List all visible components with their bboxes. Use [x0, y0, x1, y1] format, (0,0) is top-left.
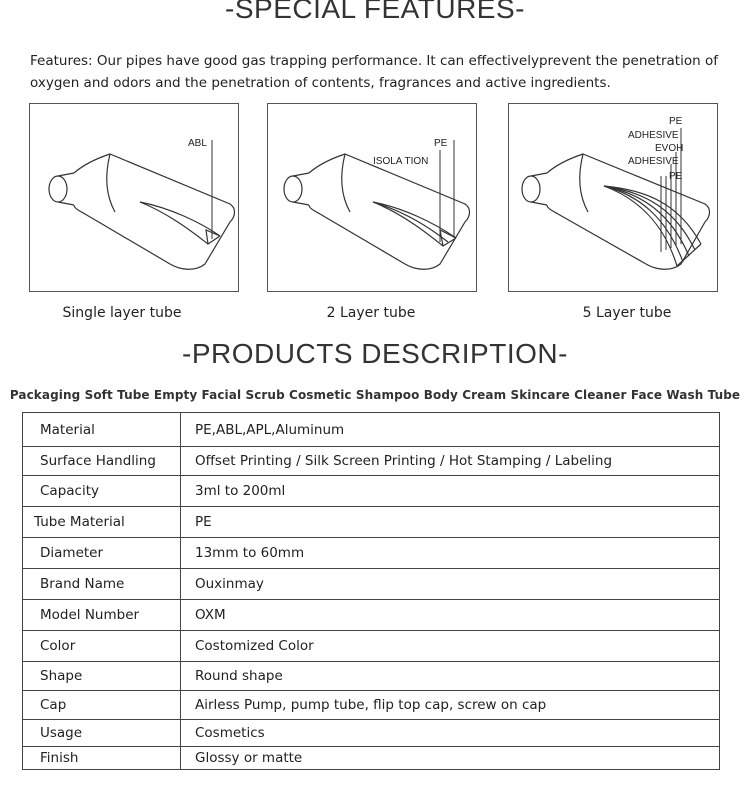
tube-illustration-single-layer	[29, 103, 239, 292]
spec-value: Ouxinmay	[181, 569, 720, 600]
spec-key: Cap	[23, 691, 181, 720]
spec-row	[23, 720, 720, 747]
layer-label: PE	[434, 138, 448, 149]
products-description-heading: -PRODUCTS DESCRIPTION-	[182, 338, 568, 369]
spec-key: Diameter	[23, 538, 181, 569]
spec-value: Offset Printing / Silk Screen Printing / Hot Stamping / Labeling	[181, 447, 720, 476]
tube-drawing	[509, 104, 719, 293]
spec-key: Finish	[23, 747, 181, 770]
caption-5-layer: 5 Layer tube	[582, 305, 672, 321]
spec-row	[23, 691, 720, 720]
spec-row	[23, 662, 720, 691]
layer-label: EVOH	[655, 143, 684, 154]
spec-key: Brand Name	[23, 569, 181, 600]
spec-key: Material	[23, 413, 181, 447]
special-features-heading: -SPECIAL FEATURES-	[225, 0, 525, 24]
layer-label: ABL	[188, 138, 207, 149]
spec-key: Model Number	[23, 600, 181, 631]
tube-illustration-2-layer	[267, 103, 477, 292]
spec-row	[23, 507, 720, 538]
layer-label: ADHESIVE	[628, 130, 679, 141]
spec-table	[22, 412, 720, 770]
spec-value: Airless Pump, pump tube, flip top cap, screw on cap	[181, 691, 720, 720]
spec-key: Usage	[23, 720, 181, 747]
spec-value: PE	[181, 507, 720, 538]
spec-value: Round shape	[181, 662, 720, 691]
caption-single-layer: Single layer tube	[62, 305, 182, 321]
spec-key: Shape	[23, 662, 181, 691]
product-title: Packaging Soft Tube Empty Facial Scrub Cosmetic Shampoo Body Cream Skincare Cleaner Face Wash Tube	[9, 388, 741, 402]
spec-key: Color	[23, 631, 181, 662]
spec-key: Capacity	[23, 476, 181, 507]
spec-row	[23, 747, 720, 770]
spec-row	[23, 631, 720, 662]
spec-row	[23, 476, 720, 507]
layer-label: PE	[669, 116, 683, 127]
spec-value: OXM	[181, 600, 720, 631]
spec-row	[23, 600, 720, 631]
spec-value: Cosmetics	[181, 720, 720, 747]
tube-drawing	[30, 104, 240, 293]
spec-key: Surface Handling	[23, 447, 181, 476]
spec-row	[23, 538, 720, 569]
spec-value: Glossy or matte	[181, 747, 720, 770]
caption-2-layer: 2 Layer tube	[326, 305, 416, 321]
spec-value: 13mm to 60mm	[181, 538, 720, 569]
tube-drawing	[268, 104, 478, 293]
layer-label: PE	[669, 171, 683, 182]
features-description: Features: Our pipes have good gas trapping performance. It can effectivelyprevent the penetration of oxygen and odors and the penetration of contents, fragrances and active ingredients.	[30, 53, 718, 91]
spec-key: Tube Material	[23, 507, 181, 538]
spec-value: PE,ABL,APL,Aluminum	[181, 413, 720, 447]
spec-value: 3ml to 200ml	[181, 476, 720, 507]
tube-illustration-5-layer	[508, 103, 718, 292]
spec-row	[23, 447, 720, 476]
layer-label: ISOLA TION	[373, 156, 429, 167]
layer-label: ADHESIVE	[628, 156, 679, 167]
spec-row	[23, 569, 720, 600]
spec-row	[23, 413, 720, 447]
spec-value: Costomized Color	[181, 631, 720, 662]
